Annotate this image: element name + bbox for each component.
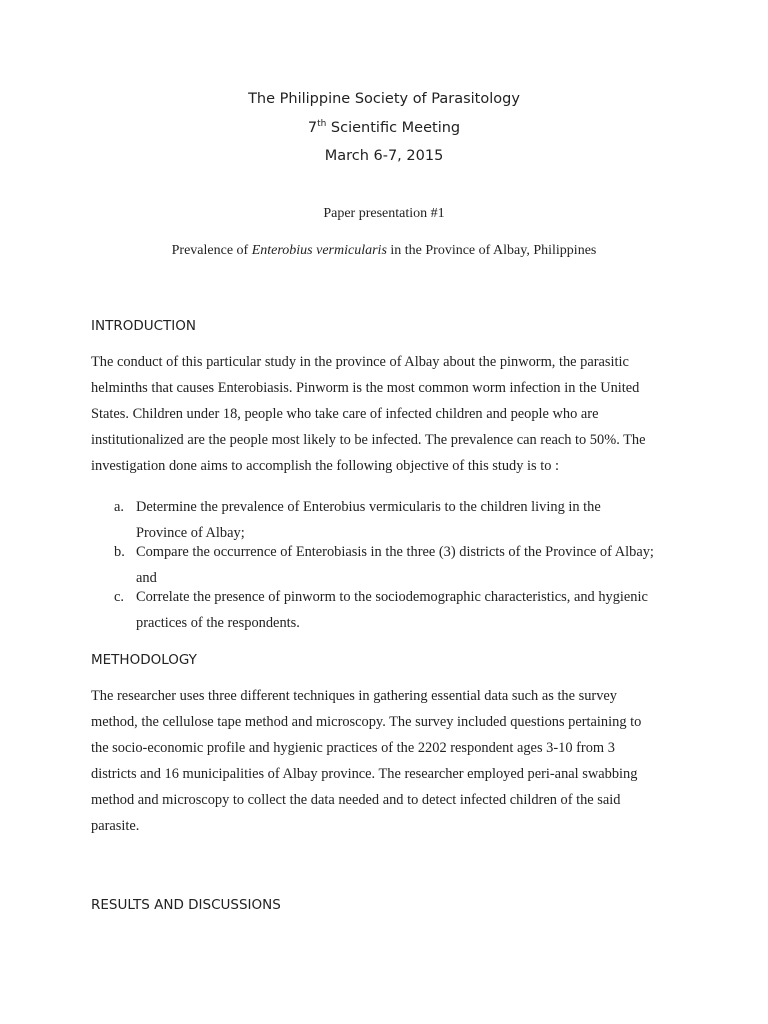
methodology-line: method, the cellulose tape method and microscopy. The survey included questions pertaining to	[91, 714, 642, 730]
meeting-text: Scientific Meeting	[326, 120, 461, 136]
introduction-paragraph	[91, 349, 681, 479]
methodology-heading: METHODOLOGY	[91, 652, 197, 668]
meeting-number: 7	[307, 120, 318, 136]
paper-title-prefix: Prevalence of	[171, 243, 252, 258]
paper-title	[0, 243, 768, 259]
methodology-line: method and microscopy to collect the data needed and to detect infected children of the said	[91, 792, 621, 808]
introduction-heading: INTRODUCTION	[91, 318, 196, 334]
methodology-line: the socio-economic profile and hygienic practices of the 2202 respondent ages 3-10 from 3	[91, 740, 615, 756]
paper-title-species: Enterobius vermicularis	[251, 243, 387, 258]
objective-marker: b.	[114, 544, 125, 560]
results-heading: RESULTS AND DISCUSSIONS	[91, 897, 281, 913]
objective-line: Determine the prevalence of Enterobius vermicularis to the children living in the	[136, 499, 601, 515]
objective-line: Correlate the presence of pinworm to the sociodemographic characteristics, and hygienic	[136, 589, 648, 605]
paper-presentation-label: Paper presentation #1	[323, 206, 445, 221]
meeting-title	[0, 120, 768, 136]
methodology-line: The researcher uses three different techniques in gathering essential data such as the survey	[91, 688, 617, 704]
objective-item-c	[114, 584, 694, 636]
introduction-line: investigation done aims to accomplish the following objective of this study is to :	[91, 458, 560, 474]
objective-line: and	[136, 570, 157, 586]
introduction-line: States. Children under 18, people who take care of infected children and people who are	[91, 406, 599, 422]
objective-marker: c.	[114, 589, 124, 605]
meeting-suffix: th	[317, 119, 327, 130]
introduction-line: helminths that causes Enterobiasis. Pinworm is the most common worm infection in the United	[91, 380, 640, 396]
objective-line: Province of Albay;	[136, 525, 245, 541]
methodology-line: parasite.	[91, 818, 140, 834]
methodology-line: districts and 16 municipalities of Albay province. The researcher employed peri-anal swabbing	[91, 766, 638, 782]
paper-title-suffix: in the Province of Albay, Philippines	[386, 243, 597, 258]
introduction-line: The conduct of this particular study in the province of Albay about the pinworm, the parasitic	[91, 354, 629, 370]
objective-line: practices of the respondents.	[136, 615, 300, 631]
objective-line: Compare the occurrence of Enterobiasis in the three (3) districts of the Province of Albay;	[136, 544, 654, 560]
objective-marker: a.	[114, 499, 124, 515]
introduction-line: institutionalized are the people most likely to be infected. The prevalence can reach to 50%. The	[91, 432, 646, 448]
society-name: The Philippine Society of Parasitology	[248, 91, 520, 107]
meeting-dates: March 6-7, 2015	[324, 148, 444, 164]
methodology-paragraph	[91, 683, 681, 839]
